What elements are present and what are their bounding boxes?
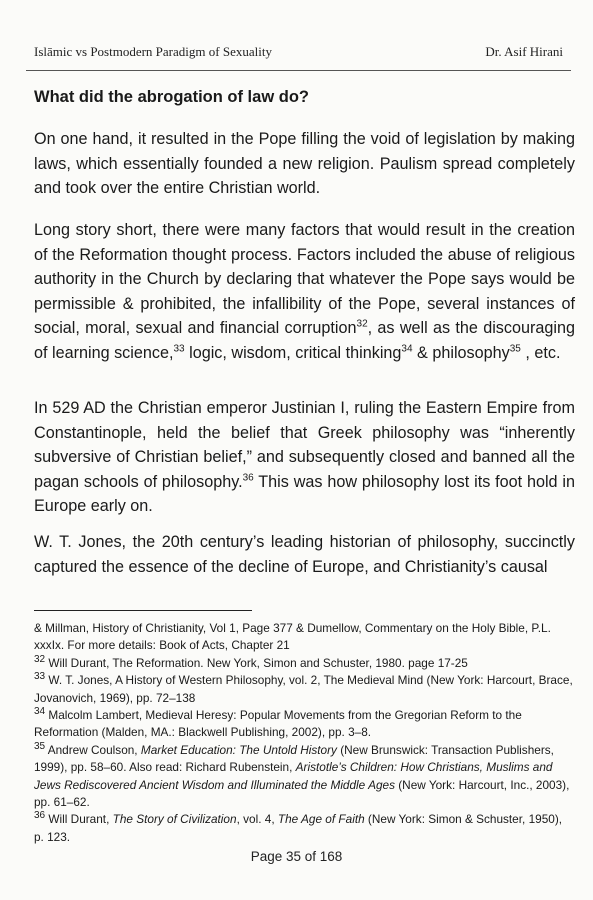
footnote-text: W. T. Jones, A History of Western Philosophy, vol. 2, The Medieval Mind (New York: Harcourt, Brace, Jovanovich, 1969), pp. 72–138 [34,673,573,705]
footnote-ref[interactable]: 34 [401,343,413,355]
footnote-text: (New Brunswick: Transaction Publishers, 1999), pp. 58–60. Also read: Richard Rubenstein, [34,742,554,775]
text-run: In 529 AD the Christian emperor Justinian I, ruling the Eastern Empire from Constantinople, held the belief that Greek philosophy was “inherently subversive of Christian belief,” and subsequently closed and banned all the pagan schools of philosophy. [34,399,575,491]
running-header [34,44,563,60]
footnote-36 [34,811,575,846]
paragraph-3 [34,396,575,519]
footnote-title: Aristotle’s Children: How Christians, Muslims and Jews Rediscovered Ancient Wisdom and Illuminated the Middle Ages [34,760,553,792]
text-run: logic, wisdom, critical thinking [184,343,402,362]
footnote-ref[interactable]: 32 [356,318,368,330]
footnote-number: 34 [34,706,46,718]
footnote-ref[interactable]: 36 [242,472,254,484]
footnote-text: (New York: Harcourt, Inc., 2003), pp. 61–62. [34,777,570,810]
text-run: Long story short, there were many factors that would result in the creation of the Reformation thought process. Factors included the abuse of religious authority in the Church by declaring that whatever the Pope says would be permissible & prohibited, the infallibility of the Pope, several instances of social, moral, sexual and financial corruption [34,221,575,337]
footnote-text: Will Durant, [45,812,113,827]
footnote-ref[interactable]: 33 [173,343,185,355]
author-name: Dr. Asif Hirani [485,44,563,59]
text-run: & philosophy [412,343,510,362]
footnote-34 [34,707,575,742]
footnote-text: Will Durant, The Reformation. New York, Simon and Schuster, 1980. page 17-25 [45,655,468,670]
footnote-number: 36 [34,810,46,822]
header-rule [26,70,571,71]
paragraph-4: W. T. Jones, the 20th century’s leading historian of philosophy, succinctly captured the essence of the decline of Europe, and Christianity’s causal [34,533,575,576]
text-run: , etc. [520,343,561,362]
footnote-number: 32 [34,653,46,665]
footnote-number: 35 [34,740,46,752]
section-heading: What did the abrogation of law do? [34,88,309,106]
footnotes [34,620,575,846]
footnote-text: (New York: Simon & Schuster, 1950), p. 123. [34,812,563,844]
text-run: This was how philosophy lost its foot hold in Europe early on. [34,472,575,515]
text-run: , as well as the discouraging of learning science, [34,319,575,362]
footnote-text: Malcolm Lambert, Medieval Heresy: Popular Movements from the Gregorian Reform to the Reformation (Malden, MA.: Blackwell Publishing, 2002), pp. 3–8. [34,708,522,740]
footnote-text: Andrew Coulson, [45,742,141,757]
footnote-number: 33 [34,671,46,683]
footnote-ref[interactable]: 35 [509,343,521,355]
page-number: Page 35 of 168 [250,849,343,864]
footnote-title: The Story of Civilization [112,812,237,827]
footnote-text: , vol. 4, [236,812,278,827]
footnote-33 [34,672,575,707]
footnote-rule [34,610,252,611]
footnote-32 [34,655,575,672]
paragraph-2 [34,218,575,365]
book-title: Islāmic vs Postmodern Paradigm of Sexuality [34,44,272,59]
footnote-title: Market Education: The Untold History [140,742,337,757]
paragraph-1: On one hand, it resulted in the Pope filling the void of legislation by making laws, which essentially founded a new religion. Paulism spread completely and took over the entire Christian world. [34,130,575,197]
footnote-35 [34,742,575,812]
footnote-continued: & Millman, History of Christianity, Vol 1, Page 377 & Dumellow, Commentary on the Holy Bible, P.L. xxxIx. For more details: Book of Acts, Chapter 21 [34,621,551,653]
footnote-title: The Age of Faith [277,812,365,827]
